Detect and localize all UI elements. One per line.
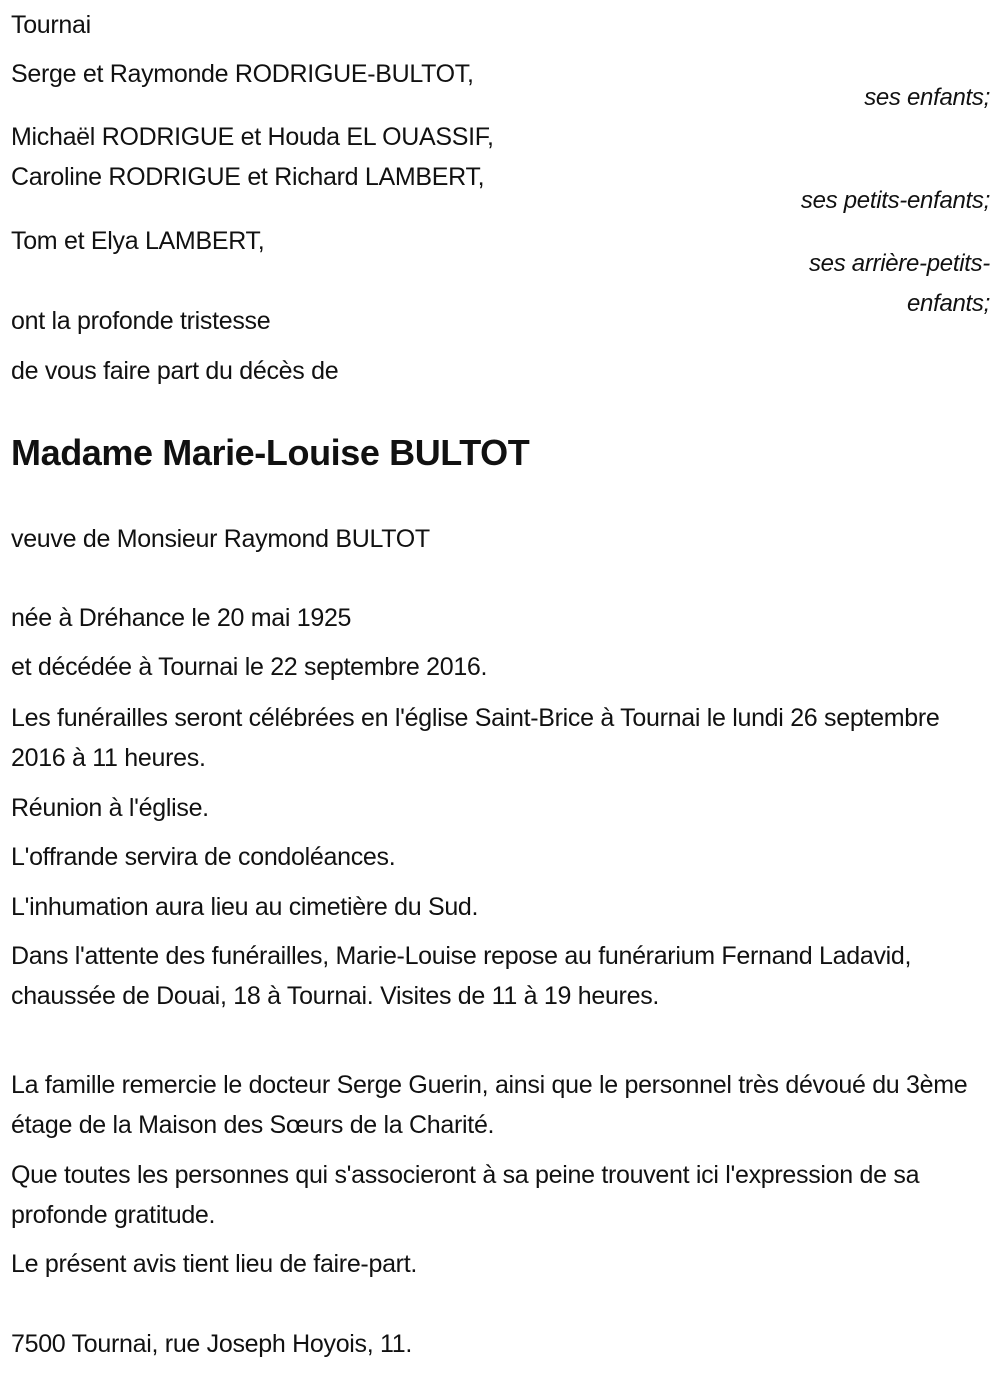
meeting-place: Réunion à l'église.	[11, 794, 209, 822]
funeral-details: Les funérailles seront célébrées en l'église Saint-Brice à Tournai le lundi 26 septembre 2016 à 11 heures.	[11, 704, 940, 772]
announcement-line-1: ont la profonde tristesse	[11, 307, 271, 335]
grandchildren-label: ses petits-enfants;	[800, 187, 990, 214]
grandchildren-name-1: Michaël RODRIGUE et Houda EL OUASSIF,	[11, 123, 494, 151]
great-grandchildren-label-line2: enfants;	[907, 290, 990, 317]
death-info: et décédée à Tournai le 22 septembre 2016.	[11, 653, 488, 681]
burial-info: L'inhumation aura lieu au cimetière du Sud.	[11, 893, 479, 921]
children-label: ses enfants;	[864, 84, 990, 111]
widow-of: veuve de Monsieur Raymond BULTOT	[11, 525, 430, 553]
children-names: Serge et Raymonde RODRIGUE-BULTOT,	[11, 60, 474, 88]
great-grandchildren-label-line1: ses arrière-petits-	[808, 250, 990, 277]
address: 7500 Tournai, rue Joseph Hoyois, 11.	[11, 1330, 413, 1358]
deceased-name: Madame Marie-Louise BULTOT	[11, 432, 530, 473]
grandchildren-name-2: Caroline RODRIGUE et Richard LAMBERT,	[11, 163, 485, 191]
great-grandchildren-names: Tom et Elya LAMBERT,	[11, 227, 265, 255]
location: Tournai	[11, 11, 91, 39]
visitation-info: Dans l'attente des funérailles, Marie-Louise repose au funérarium Fernand Ladavid, chaussée de Douai, 18 à Tournai. Visites de 11 à 19 heures.	[11, 942, 912, 1010]
gratitude-note: Que toutes les personnes qui s'associeront à sa peine trouvent ici l'expression de sa profonde gratitude.	[11, 1161, 920, 1229]
family-thanks: La famille remercie le docteur Serge Guerin, ainsi que le personnel très dévoué du 3ème étage de la Maison des Sœurs de la Charité.	[11, 1071, 968, 1139]
offering-note: L'offrande servira de condoléances.	[11, 843, 396, 871]
birth-info: née à Dréhance le 20 mai 1925	[11, 604, 352, 632]
notice-statement: Le présent avis tient lieu de faire-part.	[11, 1250, 417, 1278]
announcement-line-2: de vous faire part du décès de	[11, 357, 339, 385]
